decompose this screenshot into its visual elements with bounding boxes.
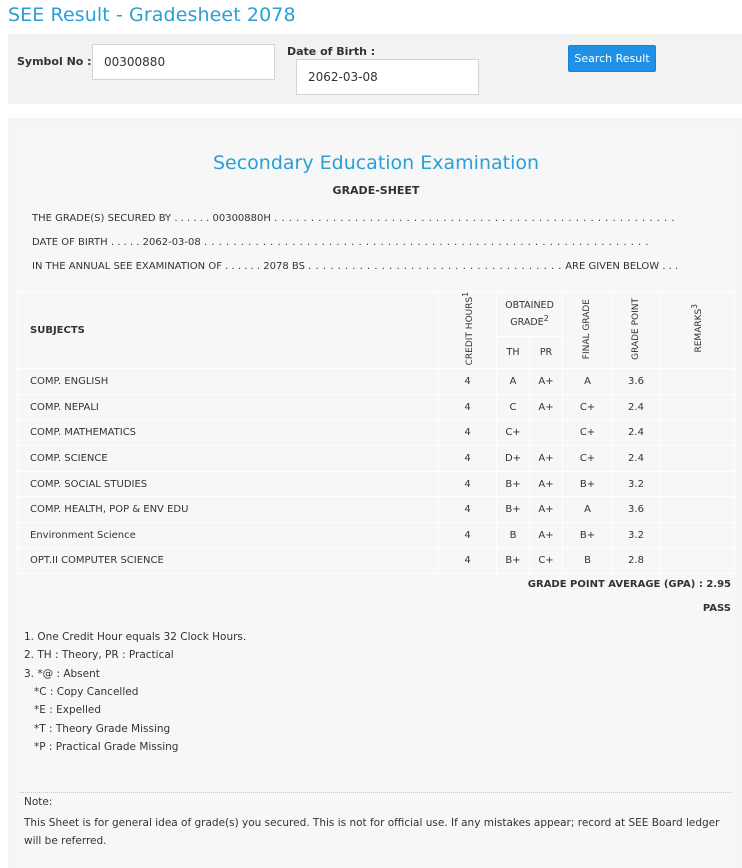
exam-line-label: IN THE ANNUAL SEE EXAMINATION OF . . . . . . xyxy=(32,261,261,272)
grade-point-header-text: GRADE POINT xyxy=(630,297,641,360)
credit-hours-header xyxy=(439,292,497,369)
practical-grade-cell: A+ xyxy=(530,446,563,472)
remarks-cell xyxy=(660,394,735,420)
table-row xyxy=(18,369,735,395)
dob-line-dots: . . . . . . . . . . . . . . . . . . . . . . . . . . . . . . . . . . . . . . . . . . . . . . . . . . . . . . . . . . . . . xyxy=(203,237,650,248)
subject-cell: COMP. NEPALI xyxy=(18,394,439,420)
obtained-grade-header xyxy=(497,292,563,337)
secured-by-line xyxy=(32,213,675,224)
table-row xyxy=(18,497,735,523)
final-grade-header-text: FINAL GRADE xyxy=(582,298,592,359)
practical-grade-cell: A+ xyxy=(530,522,563,548)
exam-line-dots: . . . . . . . . . . . . . . . . . . . . . . . . . . . . . . . . . . . xyxy=(308,261,562,272)
remarks-cell xyxy=(660,548,735,574)
final-grade-cell: C+ xyxy=(563,420,613,446)
grades-table xyxy=(17,291,735,574)
remarks-header-text: REMARKS xyxy=(694,309,704,353)
grade-point-cell: 3.6 xyxy=(613,497,660,523)
subject-cell: COMP. HEALTH, POP & ENV EDU xyxy=(18,497,439,523)
grade-point-cell: 3.6 xyxy=(613,369,660,395)
gpa-summary: GRADE POINT AVERAGE (GPA) : 2.95 xyxy=(527,579,731,590)
obtained-grade-sup: 2 xyxy=(543,313,549,323)
remarks-cell xyxy=(660,420,735,446)
remarks-cell xyxy=(660,471,735,497)
footnote-item: 1. One Credit Hour equals 32 Clock Hours. xyxy=(24,631,247,643)
theory-grade-cell: A xyxy=(497,369,530,395)
credit-cell: 4 xyxy=(439,497,497,523)
credit-cell: 4 xyxy=(439,369,497,395)
exam-title: Secondary Education Examination xyxy=(212,152,540,174)
search-panel xyxy=(8,34,742,104)
credit-hours-header-text: CREDIT HOURS xyxy=(464,296,475,366)
date-of-birth-label: Date of Birth : xyxy=(287,45,376,58)
grade-point-cell: 3.2 xyxy=(613,471,660,497)
credit-cell: 4 xyxy=(439,471,497,497)
final-grade-header xyxy=(563,292,613,369)
remarks-cell xyxy=(660,369,735,395)
footnote-item: 2. TH : Theory, PR : Practical xyxy=(24,649,174,661)
footnote-item: *C : Copy Cancelled xyxy=(34,686,139,698)
practical-grade-cell: A+ xyxy=(530,369,563,395)
secured-by-dots: . . . . . . . . . . . . . . . . . . . . . . . . . . . . . . . . . . . . . . . . . . . . . . . . . . . . . . . xyxy=(274,213,676,224)
subject-cell: COMP. SCIENCE xyxy=(18,446,439,472)
note-label: Note: xyxy=(24,796,53,808)
dob-line-label: DATE OF BIRTH . . . . . xyxy=(32,237,140,248)
remarks-sup: 3 xyxy=(690,304,699,310)
table-row xyxy=(18,394,735,420)
theory-grade-cell: B xyxy=(497,522,530,548)
credit-cell: 4 xyxy=(439,548,497,574)
exam-line xyxy=(32,261,678,272)
dob-line-value: 2062-03-08 xyxy=(142,237,201,248)
final-grade-cell: A xyxy=(563,497,613,523)
final-grade-cell: C+ xyxy=(563,394,613,420)
subject-cell: Environment Science xyxy=(18,522,439,548)
footnote-item: *T : Theory Grade Missing xyxy=(34,723,171,735)
grade-point-cell: 2.4 xyxy=(613,420,660,446)
dob-line xyxy=(32,237,649,248)
remarks-cell xyxy=(660,497,735,523)
final-grade-cell: B xyxy=(563,548,613,574)
grade-point-cell: 2.4 xyxy=(613,446,660,472)
credit-hours-sup: 1 xyxy=(460,292,470,297)
grade-point-cell: 2.8 xyxy=(613,548,660,574)
obtained-grade-header-text: OBTAINED GRADE xyxy=(505,299,554,328)
exam-line-suffix: ARE GIVEN BELOW . . . xyxy=(565,261,679,272)
date-of-birth-input[interactable] xyxy=(296,59,479,95)
remarks-cell xyxy=(660,446,735,472)
practical-grade-cell: C+ xyxy=(530,548,563,574)
credit-cell: 4 xyxy=(439,420,497,446)
credit-cell: 4 xyxy=(439,522,497,548)
credit-cell: 4 xyxy=(439,394,497,420)
symbol-number-input[interactable] xyxy=(92,44,275,80)
subject-cell: COMP. SOCIAL STUDIES xyxy=(18,471,439,497)
theory-grade-cell: B+ xyxy=(497,471,530,497)
subject-cell: OPT.II COMPUTER SCIENCE xyxy=(18,548,439,574)
theory-grade-cell: D+ xyxy=(497,446,530,472)
final-grade-cell: B+ xyxy=(563,471,613,497)
final-grade-cell: B+ xyxy=(563,522,613,548)
theory-grade-cell: C xyxy=(497,394,530,420)
practical-grade-cell: A+ xyxy=(530,497,563,523)
theory-grade-cell: B+ xyxy=(497,548,530,574)
remarks-cell xyxy=(660,522,735,548)
grade-point-cell: 2.4 xyxy=(613,394,660,420)
grade-point-cell: 3.2 xyxy=(613,522,660,548)
subject-cell: COMP. ENGLISH xyxy=(18,369,439,395)
grades-table-body xyxy=(18,369,735,574)
search-result-button[interactable]: Search Result xyxy=(568,45,656,72)
theory-header: TH xyxy=(497,336,530,369)
final-grade-cell: C+ xyxy=(563,446,613,472)
exam-line-value: 2078 BS xyxy=(263,261,305,272)
practical-header: PR xyxy=(530,336,563,369)
divider xyxy=(20,792,732,793)
footnote-item: *E : Expelled xyxy=(34,704,102,716)
final-grade-cell: A xyxy=(563,369,613,395)
grade-point-header xyxy=(613,292,660,369)
secured-by-value: 00300880H xyxy=(212,213,271,224)
practical-grade-cell: A+ xyxy=(530,394,563,420)
practical-grade-cell xyxy=(530,420,563,446)
secured-by-label: THE GRADE(S) SECURED BY . . . . . . xyxy=(32,213,210,224)
result-status: PASS xyxy=(702,603,731,614)
table-row xyxy=(18,548,735,574)
footnote-item: *P : Practical Grade Missing xyxy=(34,741,179,753)
table-row xyxy=(18,471,735,497)
theory-grade-cell: B+ xyxy=(497,497,530,523)
page-title: SEE Result - Gradesheet 2078 xyxy=(8,4,296,26)
remarks-header xyxy=(660,292,735,369)
note-text: This Sheet is for general idea of grade(s) you secured. This is not for official use. If any mistakes appear; record at SEE Board ledger will be referred. xyxy=(24,817,720,847)
table-row xyxy=(18,522,735,548)
practical-grade-cell: A+ xyxy=(530,471,563,497)
subjects-header: SUBJECTS xyxy=(18,292,439,369)
theory-grade-cell: C+ xyxy=(497,420,530,446)
subject-cell: COMP. MATHEMATICS xyxy=(18,420,439,446)
table-row xyxy=(18,446,735,472)
symbol-number-label: Symbol No : xyxy=(17,55,92,68)
gradesheet-subtitle: GRADE-SHEET xyxy=(332,184,420,197)
footnote-item: 3. *@ : Absent xyxy=(24,668,100,680)
credit-cell: 4 xyxy=(439,446,497,472)
table-row xyxy=(18,420,735,446)
